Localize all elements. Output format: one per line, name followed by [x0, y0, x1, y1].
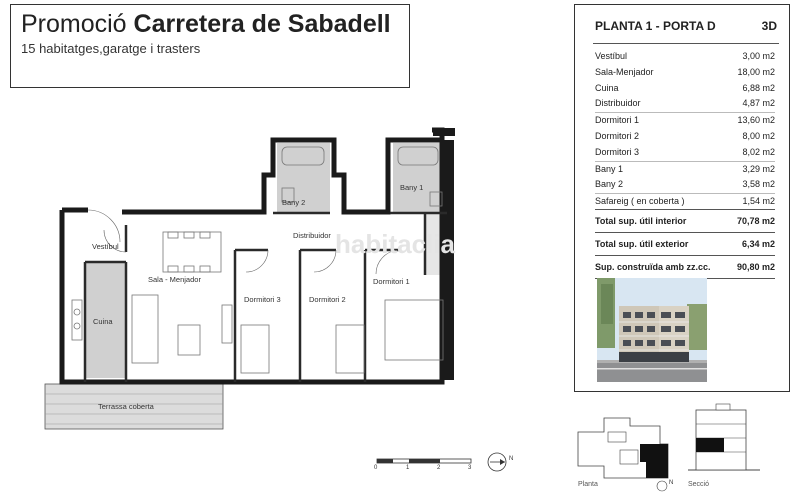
room-row	[595, 177, 775, 193]
room-area: 6,88 m2	[742, 82, 775, 93]
label-vestibul: Vestíbul	[92, 242, 119, 251]
room-area: 3,00 m2	[742, 51, 775, 61]
planta-label: Planta	[578, 481, 598, 488]
room-area: 4,87 m2	[742, 98, 775, 109]
north-arrow-icon	[488, 453, 513, 471]
room-row	[595, 96, 775, 112]
room-area: 13,60 m2	[737, 115, 775, 126]
scale-tick-1: 1	[406, 465, 410, 471]
totals-list	[595, 209, 775, 279]
room-row	[595, 161, 775, 178]
room-area: 3,58 m2	[742, 179, 775, 190]
room-row	[595, 145, 775, 161]
label-sala: Sala - Menjador	[148, 275, 201, 284]
room-area: 3,29 m2	[742, 163, 775, 174]
scale-tick-3: 3	[468, 465, 472, 471]
label-terrassa: Terrassa coberta	[98, 402, 154, 411]
bathroom-1-area	[393, 143, 447, 213]
room-name: Dormitori 3	[595, 146, 640, 157]
label-bany-1: Bany 1	[400, 183, 424, 192]
total-row	[595, 232, 775, 255]
specs-panel	[574, 4, 790, 392]
building-render	[597, 278, 707, 382]
room-name: Dormitori 1	[595, 115, 640, 126]
subtitle: 15 habitatges,garatge i trasters	[21, 41, 201, 56]
label-dormitori-1: Dormitori 1	[373, 277, 410, 286]
unit-code: 3D	[761, 19, 777, 33]
room-row	[595, 193, 775, 210]
title-prefix: Promoció	[21, 10, 127, 38]
label-bany-2: Bany 2	[282, 198, 306, 207]
room-name: Vestíbul	[595, 51, 628, 61]
room-name: Distribuidor	[595, 98, 641, 109]
room-row	[595, 112, 775, 129]
room-name: Bany 1	[595, 163, 624, 174]
total-row	[595, 209, 775, 232]
total-value: 90,80 m2	[736, 262, 775, 272]
room-name: Cuina	[595, 82, 619, 93]
room-area: 8,02 m2	[742, 146, 775, 157]
watermark: habitaclia	[335, 229, 455, 259]
label-dormitori-2: Dormitori 2	[309, 295, 346, 304]
total-value: 6,34 m2	[741, 239, 775, 249]
section-drawing	[688, 404, 760, 488]
wall-corner	[433, 128, 455, 136]
label-cuina: Cuina	[93, 317, 113, 326]
total-label: Sup. construïda amb zz.cc.	[595, 262, 711, 272]
room-area-list	[595, 49, 775, 210]
label-distribuidor: Distribuidor	[293, 231, 331, 240]
room-name: Dormitori 2	[595, 130, 640, 141]
total-label: Total sup. útil interior	[595, 216, 687, 226]
room-row	[595, 49, 775, 65]
title-main: Carretera de Sabadell	[133, 10, 391, 38]
room-area: 18,00 m2	[737, 66, 775, 77]
room-row	[595, 129, 775, 145]
room-area: 1,54 m2	[742, 196, 775, 207]
total-value: 70,78 m2	[736, 216, 775, 226]
room-name: Sala-Menjador	[595, 66, 654, 77]
room-name: Bany 2	[595, 179, 624, 190]
label-dormitori-3: Dormitori 3	[244, 295, 281, 304]
seccio-label: Secció	[688, 481, 710, 488]
key-plan	[578, 418, 673, 491]
scale-tick-0: 0	[374, 465, 378, 471]
total-label: Total sup. útil exterior	[595, 239, 689, 249]
scale-tick-2: 2	[437, 465, 441, 471]
unit-title: PLANTA 1 - PORTA D	[595, 19, 716, 33]
room-name: Safareig ( en coberta )	[595, 196, 685, 207]
header-divider	[593, 43, 779, 44]
room-row	[595, 81, 775, 97]
north-label: N	[509, 456, 514, 462]
total-row	[595, 255, 775, 279]
room-area: 8,00 m2	[742, 130, 775, 141]
scale-bar	[374, 459, 472, 471]
east-wall	[442, 140, 454, 380]
specs-header	[595, 19, 777, 33]
key-north-label: N	[669, 480, 674, 486]
room-row	[595, 65, 775, 81]
